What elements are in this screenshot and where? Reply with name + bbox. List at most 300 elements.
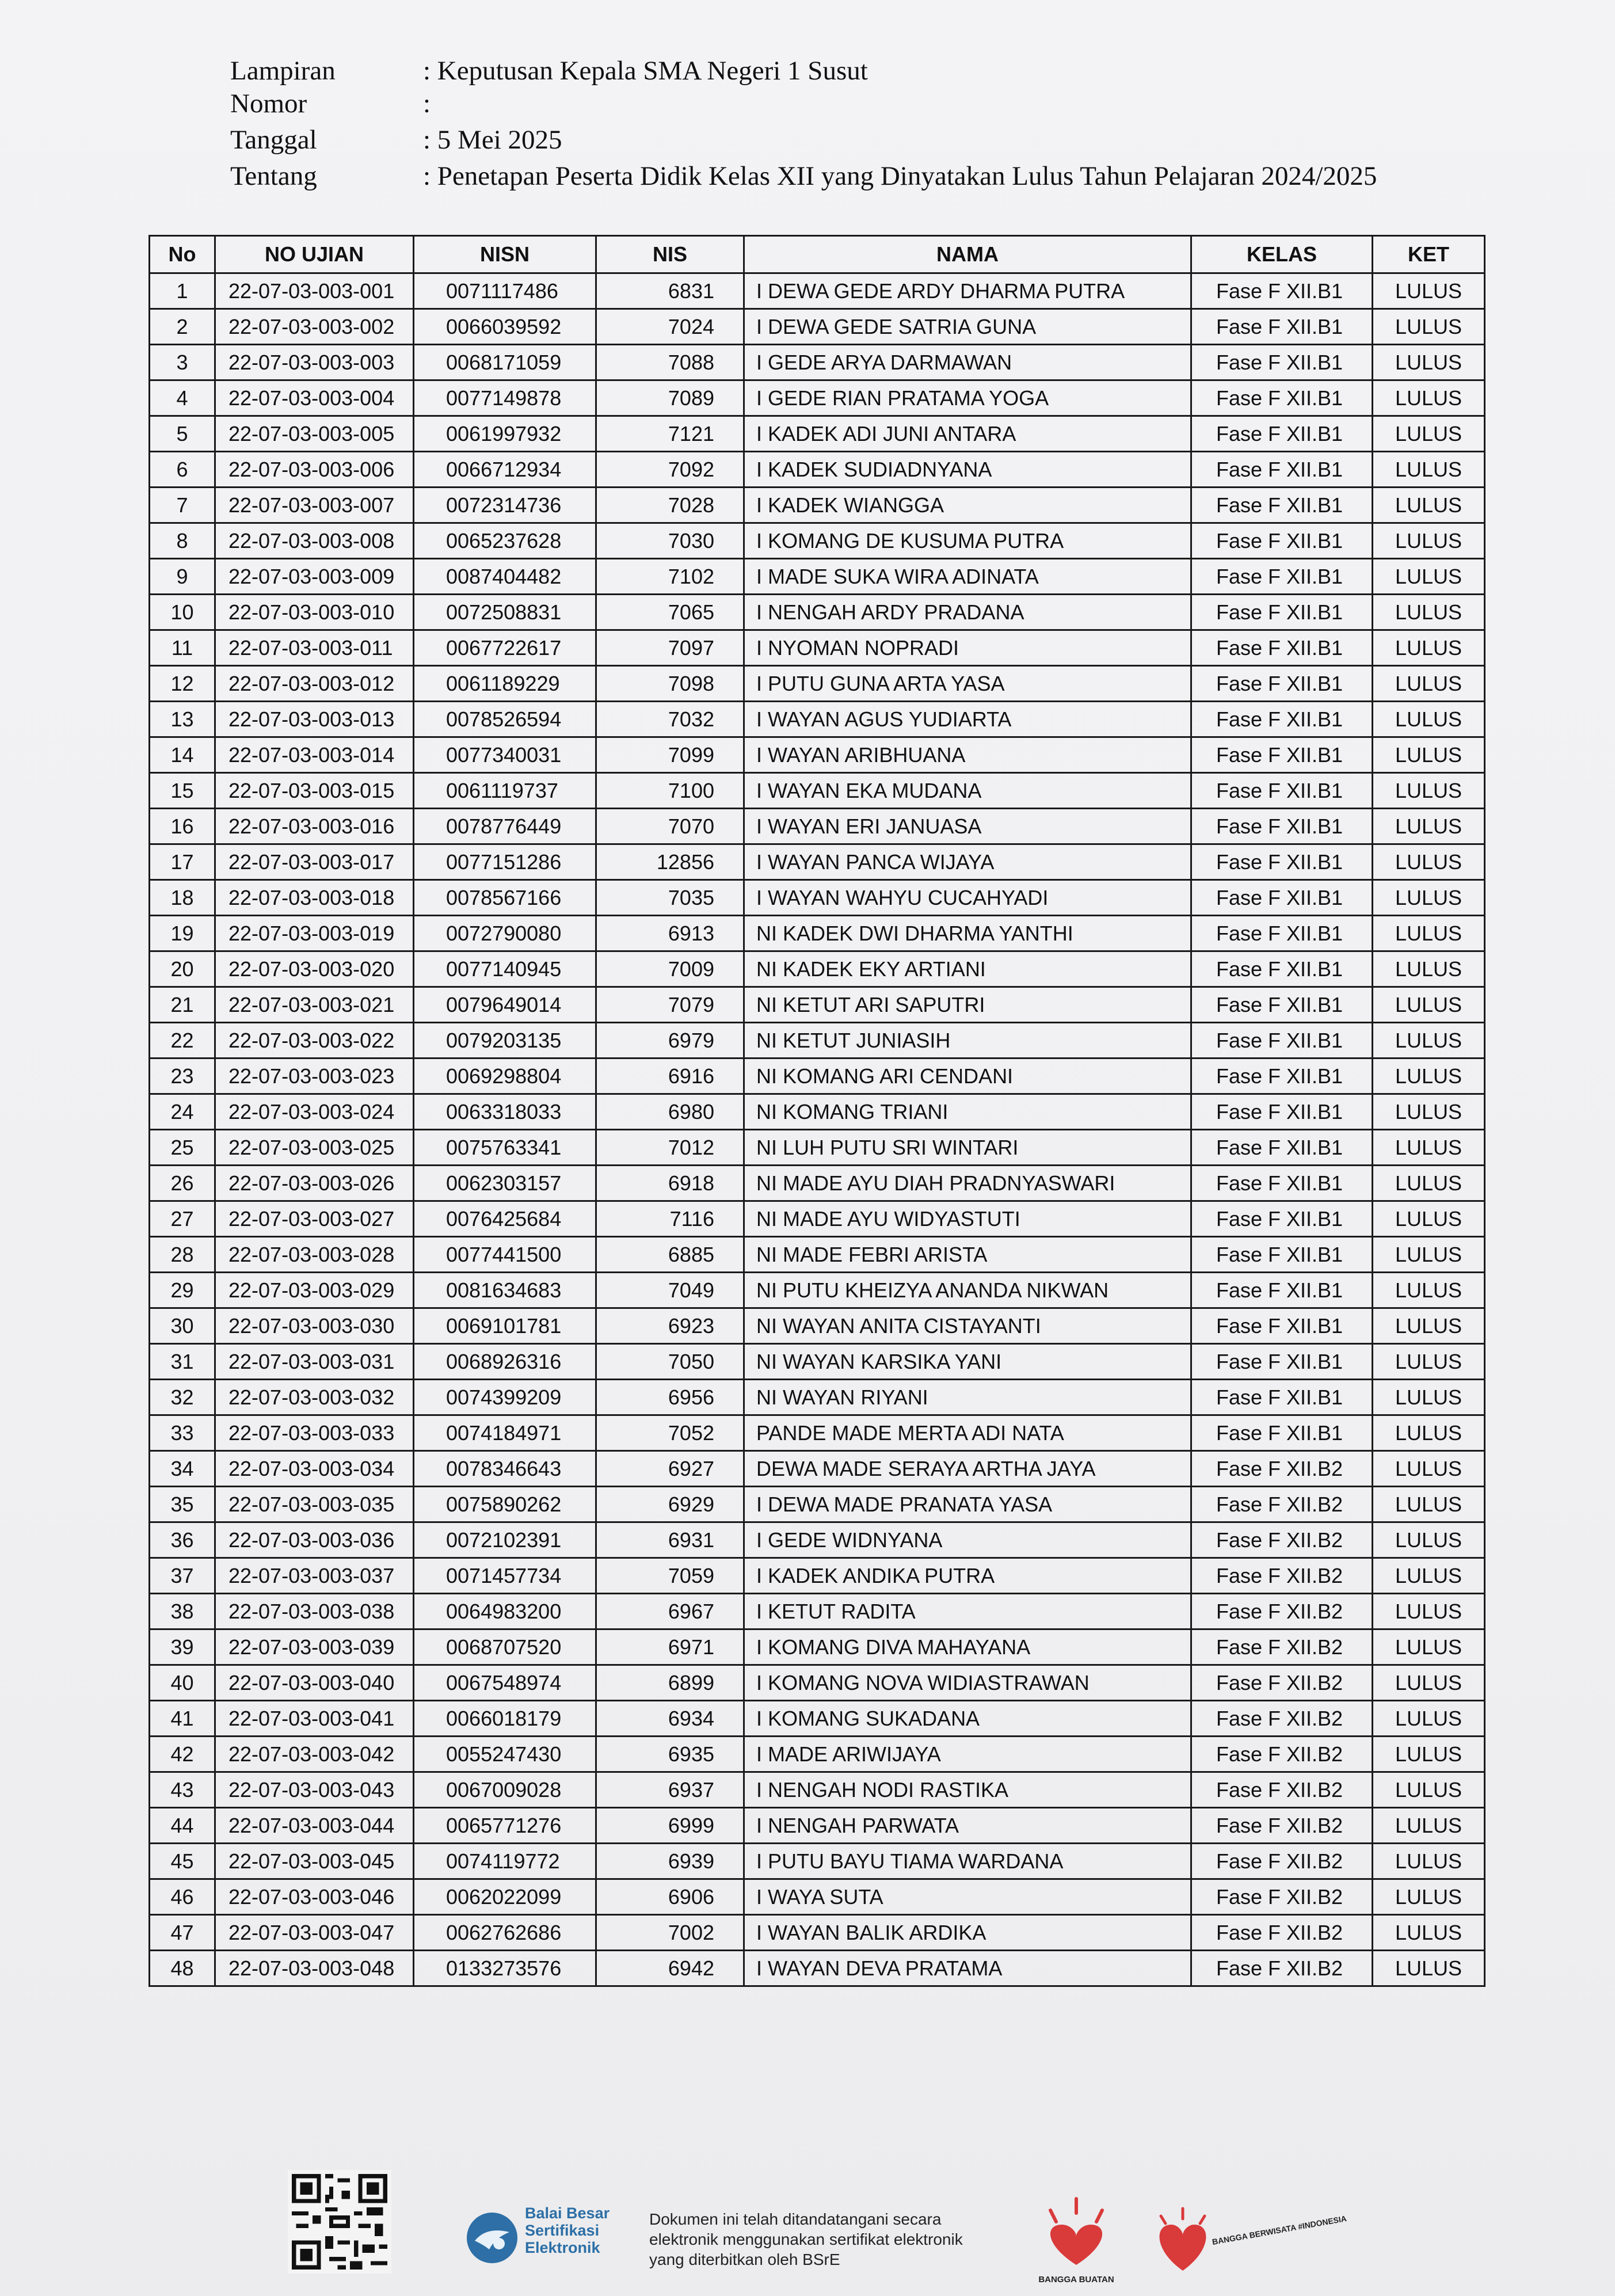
cell-nama: I WAYAN AGUS YUDIARTA — [744, 702, 1191, 737]
bangga-berwisata-label: BANGGA BERWISATA #INDONESIA — [1211, 2214, 1347, 2246]
cell-no: 10 — [150, 595, 215, 630]
cell-nis: 7050 — [596, 1344, 744, 1380]
cell-kelas: Fase F XII.B2 — [1191, 1844, 1373, 1879]
table-row — [150, 1844, 1485, 1879]
cell-nis: 7059 — [596, 1558, 744, 1594]
cell-kelas: Fase F XII.B1 — [1191, 345, 1373, 380]
cell-nama: I GEDE RIAN PRATAMA YOGA — [744, 380, 1191, 416]
tentang-value: : Penetapan Peserta Didik Kelas XII yang Dinyatakan Lulus Tahun Pelajaran 2024/2025 — [423, 161, 1377, 191]
cell-ket: LULUS — [1373, 345, 1485, 380]
cell-nisn: 0077149878 — [414, 380, 596, 416]
cell-nis: 7032 — [596, 702, 744, 737]
signature-line-2: elektronik menggunakan sertifikat elektronik — [649, 2230, 963, 2248]
cell-nama: NI KOMANG TRIANI — [744, 1094, 1191, 1130]
cell-no-ujian: 22-07-03-003-032 — [215, 1380, 414, 1415]
cell-nama: I NENGAH NODI RASTIKA — [744, 1772, 1191, 1808]
cell-no: 24 — [150, 1094, 215, 1130]
signature-line-3: yang diterbitkan oleh BSrE — [649, 2251, 840, 2268]
cell-no-ujian: 22-07-03-003-048 — [215, 1951, 414, 1986]
table-row — [150, 1380, 1485, 1415]
cell-no: 42 — [150, 1737, 215, 1772]
cell-no: 8 — [150, 523, 215, 559]
cell-nama: I KOMANG SUKADANA — [744, 1701, 1191, 1737]
cell-no: 1 — [150, 273, 215, 309]
cell-no-ujian: 22-07-03-003-034 — [215, 1451, 414, 1487]
cell-nis: 6923 — [596, 1308, 744, 1344]
cell-nama: NI MADE AYU WIDYASTUTI — [744, 1201, 1191, 1237]
cell-nis: 6942 — [596, 1951, 744, 1986]
cell-no: 45 — [150, 1844, 215, 1879]
cell-no: 18 — [150, 880, 215, 916]
cell-nisn: 0062022099 — [414, 1879, 596, 1915]
cell-ket: LULUS — [1373, 273, 1485, 309]
cell-nisn: 0078526594 — [414, 702, 596, 737]
cell-ket: LULUS — [1373, 1808, 1485, 1844]
table-row — [150, 1344, 1485, 1380]
cell-nama: I WAYAN BALIK ARDIKA — [744, 1915, 1191, 1951]
electronic-signature-notice — [649, 2209, 1023, 2270]
cell-no-ujian: 22-07-03-003-035 — [215, 1487, 414, 1522]
tanggal-value: : 5 Mei 2025 — [423, 125, 562, 155]
cell-nis: 6831 — [596, 273, 744, 309]
cell-nama: NI KETUT ARI SAPUTRI — [744, 987, 1191, 1023]
cell-nama: I WAYAN EKA MUDANA — [744, 773, 1191, 809]
cell-nis: 7102 — [596, 559, 744, 595]
cell-nama: I WAYA SUTA — [744, 1879, 1191, 1915]
cell-no: 46 — [150, 1879, 215, 1915]
bsre-line-2: Sertifikasi — [525, 2222, 600, 2239]
cell-nisn: 0078776449 — [414, 809, 596, 844]
cell-no-ujian: 22-07-03-003-024 — [215, 1094, 414, 1130]
table-row — [150, 1808, 1485, 1844]
cell-nis: 6885 — [596, 1237, 744, 1273]
cell-nis: 7121 — [596, 416, 744, 452]
nomor-row — [230, 86, 1468, 122]
table-row — [150, 880, 1485, 916]
bsre-logo-icon — [463, 2209, 521, 2267]
cell-nisn: 0079203135 — [414, 1023, 596, 1058]
cell-nama: NI KETUT JUNIASIH — [744, 1023, 1191, 1058]
bsre-label — [525, 2204, 634, 2256]
cell-kelas: Fase F XII.B1 — [1191, 488, 1373, 523]
cell-nisn: 0072508831 — [414, 595, 596, 630]
cell-nisn: 0069298804 — [414, 1058, 596, 1094]
cell-nama: NI KOMANG ARI CENDANI — [744, 1058, 1191, 1094]
nomor-value: : — [423, 89, 431, 119]
cell-kelas: Fase F XII.B1 — [1191, 1094, 1373, 1130]
cell-nisn: 0079649014 — [414, 987, 596, 1023]
cell-no-ujian: 22-07-03-003-043 — [215, 1772, 414, 1808]
cell-no-ujian: 22-07-03-003-017 — [215, 844, 414, 880]
tentang-row — [230, 158, 1468, 195]
cell-kelas: Fase F XII.B1 — [1191, 773, 1373, 809]
table-row — [150, 273, 1485, 309]
cell-kelas: Fase F XII.B1 — [1191, 595, 1373, 630]
cell-nisn: 0062303157 — [414, 1166, 596, 1201]
cell-kelas: Fase F XII.B1 — [1191, 737, 1373, 773]
cell-kelas: Fase F XII.B2 — [1191, 1737, 1373, 1772]
cell-nisn: 0072790080 — [414, 916, 596, 951]
cell-nis: 6913 — [596, 916, 744, 951]
cell-nis: 7092 — [596, 452, 744, 488]
cell-no-ujian: 22-07-03-003-033 — [215, 1415, 414, 1451]
cell-ket: LULUS — [1373, 1451, 1485, 1487]
signature-line-1: Dokumen ini telah ditandatangani secara — [649, 2210, 942, 2228]
cell-no-ujian: 22-07-03-003-028 — [215, 1237, 414, 1273]
cell-ket: LULUS — [1373, 1629, 1485, 1665]
cell-no-ujian: 22-07-03-003-039 — [215, 1629, 414, 1665]
table-row — [150, 630, 1485, 666]
cell-no-ujian: 22-07-03-003-020 — [215, 951, 414, 987]
cell-nis: 6906 — [596, 1879, 744, 1915]
cell-nama: I DEWA GEDE ARDY DHARMA PUTRA — [744, 273, 1191, 309]
cell-no-ujian: 22-07-03-003-012 — [215, 666, 414, 702]
cell-nis: 7009 — [596, 951, 744, 987]
cell-ket: LULUS — [1373, 380, 1485, 416]
tanggal-row — [230, 122, 1468, 158]
cell-no-ujian: 22-07-03-003-037 — [215, 1558, 414, 1594]
cell-ket: LULUS — [1373, 630, 1485, 666]
table-row — [150, 1130, 1485, 1166]
cell-no-ujian: 22-07-03-003-005 — [215, 416, 414, 452]
cell-nisn: 0074119772 — [414, 1844, 596, 1879]
cell-nama: I KOMANG NOVA WIDIASTRAWAN — [744, 1665, 1191, 1701]
cell-no: 41 — [150, 1701, 215, 1737]
table-row — [150, 702, 1485, 737]
cell-no: 26 — [150, 1166, 215, 1201]
cell-no: 31 — [150, 1344, 215, 1380]
cell-ket: LULUS — [1373, 1237, 1485, 1273]
cell-nis: 7024 — [596, 309, 744, 345]
cell-nis: 6971 — [596, 1629, 744, 1665]
cell-no-ujian: 22-07-03-003-044 — [215, 1808, 414, 1844]
cell-ket: LULUS — [1373, 1094, 1485, 1130]
cell-no: 33 — [150, 1415, 215, 1451]
cell-no: 6 — [150, 452, 215, 488]
cell-ket: LULUS — [1373, 1380, 1485, 1415]
table-row — [150, 1201, 1485, 1237]
cell-nis: 7052 — [596, 1415, 744, 1451]
cell-no: 28 — [150, 1237, 215, 1273]
document-header — [230, 53, 1468, 195]
table-row — [150, 809, 1485, 844]
cell-nis: 7065 — [596, 595, 744, 630]
column-header-nisn: NISN — [414, 236, 596, 273]
cell-nama: I PUTU BAYU TIAMA WARDANA — [744, 1844, 1191, 1879]
cell-nisn: 0063318033 — [414, 1094, 596, 1130]
cell-no-ujian: 22-07-03-003-003 — [215, 345, 414, 380]
table-row — [150, 1629, 1485, 1665]
cell-no-ujian: 22-07-03-003-006 — [215, 452, 414, 488]
table-row — [150, 345, 1485, 380]
cell-kelas: Fase F XII.B1 — [1191, 1130, 1373, 1166]
column-header-nis: NIS — [596, 236, 744, 273]
cell-ket: LULUS — [1373, 1665, 1485, 1701]
cell-nisn: 0066018179 — [414, 1701, 596, 1737]
cell-no: 14 — [150, 737, 215, 773]
cell-no-ujian: 22-07-03-003-011 — [215, 630, 414, 666]
cell-no-ujian: 22-07-03-003-004 — [215, 380, 414, 416]
cell-kelas: Fase F XII.B2 — [1191, 1915, 1373, 1951]
cell-nis: 6916 — [596, 1058, 744, 1094]
cell-nisn: 0061119737 — [414, 773, 596, 809]
cell-nama: NI KADEK EKY ARTIANI — [744, 951, 1191, 987]
cell-nis: 6999 — [596, 1808, 744, 1844]
cell-kelas: Fase F XII.B2 — [1191, 1701, 1373, 1737]
cell-kelas: Fase F XII.B1 — [1191, 273, 1373, 309]
cell-nama: NI WAYAN RIYANI — [744, 1380, 1191, 1415]
cell-ket: LULUS — [1373, 1844, 1485, 1879]
cell-nisn: 0067009028 — [414, 1772, 596, 1808]
cell-nisn: 0062762686 — [414, 1915, 596, 1951]
cell-no: 23 — [150, 1058, 215, 1094]
column-header-kelas: KELAS — [1191, 236, 1373, 273]
cell-no: 3 — [150, 345, 215, 380]
cell-no: 16 — [150, 809, 215, 844]
cell-ket: LULUS — [1373, 1737, 1485, 1772]
cell-nisn: 0069101781 — [414, 1308, 596, 1344]
cell-ket: LULUS — [1373, 1772, 1485, 1808]
cell-ket: LULUS — [1373, 1273, 1485, 1308]
table-row — [150, 1451, 1485, 1487]
cell-nisn: 0072102391 — [414, 1522, 596, 1558]
cell-no-ujian: 22-07-03-003-018 — [215, 880, 414, 916]
cell-no: 39 — [150, 1629, 215, 1665]
cell-nis: 7035 — [596, 880, 744, 916]
cell-nis: 7028 — [596, 488, 744, 523]
cell-no: 47 — [150, 1915, 215, 1951]
cell-ket: LULUS — [1373, 1879, 1485, 1915]
cell-kelas: Fase F XII.B1 — [1191, 559, 1373, 595]
cell-no: 48 — [150, 1951, 215, 1986]
cell-nis: 7100 — [596, 773, 744, 809]
cell-kelas: Fase F XII.B2 — [1191, 1951, 1373, 1986]
cell-nisn: 0077140945 — [414, 951, 596, 987]
table-header-row — [150, 236, 1485, 273]
table-row — [150, 595, 1485, 630]
cell-kelas: Fase F XII.B1 — [1191, 380, 1373, 416]
cell-kelas: Fase F XII.B1 — [1191, 1273, 1373, 1308]
cell-no-ujian: 22-07-03-003-038 — [215, 1594, 414, 1629]
cell-no: 25 — [150, 1130, 215, 1166]
cell-nis: 6979 — [596, 1023, 744, 1058]
cell-kelas: Fase F XII.B2 — [1191, 1487, 1373, 1522]
cell-nis: 6929 — [596, 1487, 744, 1522]
cell-nisn: 0068707520 — [414, 1629, 596, 1665]
cell-ket: LULUS — [1373, 916, 1485, 951]
cell-nisn: 0077441500 — [414, 1237, 596, 1273]
cell-no-ujian: 22-07-03-003-026 — [215, 1166, 414, 1201]
column-header-ket: KET — [1373, 236, 1485, 273]
cell-nama: NI MADE AYU DIAH PRADNYASWARI — [744, 1166, 1191, 1201]
cell-nama: I MADE SUKA WIRA ADINATA — [744, 559, 1191, 595]
table-row — [150, 916, 1485, 951]
cell-kelas: Fase F XII.B1 — [1191, 1380, 1373, 1415]
table-row — [150, 309, 1485, 345]
cell-kelas: Fase F XII.B1 — [1191, 630, 1373, 666]
lampiran-label: Lampiran — [230, 56, 336, 86]
cell-no: 19 — [150, 916, 215, 951]
cell-nama: PANDE MADE MERTA ADI NATA — [744, 1415, 1191, 1451]
cell-nama: NI MADE FEBRI ARISTA — [744, 1237, 1191, 1273]
cell-kelas: Fase F XII.B2 — [1191, 1772, 1373, 1808]
table-row — [150, 1915, 1485, 1951]
bangga-berwisata-indonesia-heart-icon — [1148, 2202, 1347, 2282]
cell-kelas: Fase F XII.B2 — [1191, 1558, 1373, 1594]
cell-nama: DEWA MADE SERAYA ARTHA JAYA — [744, 1451, 1191, 1487]
cell-ket: LULUS — [1373, 1023, 1485, 1058]
cell-no: 38 — [150, 1594, 215, 1629]
cell-nisn: 0061189229 — [414, 666, 596, 702]
cell-no: 17 — [150, 844, 215, 880]
table-row — [150, 380, 1485, 416]
cell-no: 2 — [150, 309, 215, 345]
cell-nisn: 0055247430 — [414, 1737, 596, 1772]
cell-kelas: Fase F XII.B1 — [1191, 1023, 1373, 1058]
cell-kelas: Fase F XII.B1 — [1191, 916, 1373, 951]
cell-nama: I WAYAN WAHYU CUCAHYADI — [744, 880, 1191, 916]
cell-nis: 7079 — [596, 987, 744, 1023]
cell-nis: 12856 — [596, 844, 744, 880]
cell-no: 30 — [150, 1308, 215, 1344]
cell-nisn: 0066039592 — [414, 309, 596, 345]
cell-nisn: 0068926316 — [414, 1344, 596, 1380]
cell-nama: I PUTU GUNA ARTA YASA — [744, 666, 1191, 702]
cell-kelas: Fase F XII.B1 — [1191, 523, 1373, 559]
column-header-no: No — [150, 236, 215, 273]
cell-nisn: 0067548974 — [414, 1665, 596, 1701]
cell-no-ujian: 22-07-03-003-042 — [215, 1737, 414, 1772]
cell-no-ujian: 22-07-03-003-036 — [215, 1522, 414, 1558]
cell-nisn: 0077151286 — [414, 844, 596, 880]
cell-nisn: 0071457734 — [414, 1558, 596, 1594]
cell-nisn: 0075890262 — [414, 1487, 596, 1522]
cell-kelas: Fase F XII.B2 — [1191, 1594, 1373, 1629]
cell-ket: LULUS — [1373, 416, 1485, 452]
cell-kelas: Fase F XII.B1 — [1191, 1344, 1373, 1380]
cell-no: 22 — [150, 1023, 215, 1058]
cell-no-ujian: 22-07-03-003-040 — [215, 1665, 414, 1701]
cell-ket: LULUS — [1373, 1415, 1485, 1451]
cell-no-ujian: 22-07-03-003-001 — [215, 273, 414, 309]
cell-nis: 7089 — [596, 380, 744, 416]
cell-ket: LULUS — [1373, 1201, 1485, 1237]
cell-ket: LULUS — [1373, 1522, 1485, 1558]
cell-nis: 7030 — [596, 523, 744, 559]
cell-no: 11 — [150, 630, 215, 666]
cell-nisn: 0071117486 — [414, 273, 596, 309]
cell-no: 43 — [150, 1772, 215, 1808]
cell-nis: 6899 — [596, 1665, 744, 1701]
lampiran-value: : Keputusan Kepala SMA Negeri 1 Susut — [423, 56, 868, 86]
cell-nis: 6967 — [596, 1594, 744, 1629]
cell-kelas: Fase F XII.B1 — [1191, 452, 1373, 488]
cell-nama: I KOMANG DIVA MAHAYANA — [744, 1629, 1191, 1665]
cell-no-ujian: 22-07-03-003-031 — [215, 1344, 414, 1380]
cell-no-ujian: 22-07-03-003-025 — [215, 1130, 414, 1166]
cell-nama: I KETUT RADITA — [744, 1594, 1191, 1629]
cell-kelas: Fase F XII.B1 — [1191, 702, 1373, 737]
cell-ket: LULUS — [1373, 488, 1485, 523]
cell-nis: 6937 — [596, 1772, 744, 1808]
cell-no-ujian: 22-07-03-003-016 — [215, 809, 414, 844]
cell-kelas: Fase F XII.B1 — [1191, 880, 1373, 916]
table-row — [150, 773, 1485, 809]
cell-ket: LULUS — [1373, 1915, 1485, 1951]
cell-nama: I WAYAN DEVA PRATAMA — [744, 1951, 1191, 1986]
cell-nis: 7098 — [596, 666, 744, 702]
table-row — [150, 1665, 1485, 1701]
cell-nama: I KADEK SUDIADNYANA — [744, 452, 1191, 488]
cell-ket: LULUS — [1373, 1951, 1485, 1986]
table-row — [150, 951, 1485, 987]
cell-kelas: Fase F XII.B2 — [1191, 1879, 1373, 1915]
cell-no-ujian: 22-07-03-003-027 — [215, 1201, 414, 1237]
cell-kelas: Fase F XII.B1 — [1191, 844, 1373, 880]
cell-no-ujian: 22-07-03-003-041 — [215, 1701, 414, 1737]
cell-kelas: Fase F XII.B1 — [1191, 1058, 1373, 1094]
table-row — [150, 416, 1485, 452]
cell-no: 37 — [150, 1558, 215, 1594]
cell-nama: I WAYAN PANCA WIJAYA — [744, 844, 1191, 880]
cell-ket: LULUS — [1373, 702, 1485, 737]
cell-nisn: 0075763341 — [414, 1130, 596, 1166]
table-row — [150, 1308, 1485, 1344]
cell-no-ujian: 22-07-03-003-023 — [215, 1058, 414, 1094]
table-row — [150, 666, 1485, 702]
nomor-label: Nomor — [230, 89, 307, 119]
cell-ket: LULUS — [1373, 951, 1485, 987]
cell-ket: LULUS — [1373, 523, 1485, 559]
cell-nis: 7088 — [596, 345, 744, 380]
table-row — [150, 1701, 1485, 1737]
table-row — [150, 1023, 1485, 1058]
cell-ket: LULUS — [1373, 1701, 1485, 1737]
table-row — [150, 1415, 1485, 1451]
cell-nama: I NYOMAN NOPRADI — [744, 630, 1191, 666]
cell-kelas: Fase F XII.B1 — [1191, 951, 1373, 987]
cell-nama: I WAYAN ARIBHUANA — [744, 737, 1191, 773]
cell-nisn: 0077340031 — [414, 737, 596, 773]
cell-nisn: 0067722617 — [414, 630, 596, 666]
cell-kelas: Fase F XII.B1 — [1191, 666, 1373, 702]
cell-no-ujian: 22-07-03-003-014 — [215, 737, 414, 773]
cell-nis: 7049 — [596, 1273, 744, 1308]
table-row — [150, 1487, 1485, 1522]
cell-kelas: Fase F XII.B1 — [1191, 1415, 1373, 1451]
cell-nis: 7097 — [596, 630, 744, 666]
cell-ket: LULUS — [1373, 1344, 1485, 1380]
cell-nama: I KADEK WIANGGA — [744, 488, 1191, 523]
cell-no: 4 — [150, 380, 215, 416]
graduation-table — [148, 235, 1486, 1987]
cell-nis: 6935 — [596, 1737, 744, 1772]
cell-nama: NI KADEK DWI DHARMA YANTHI — [744, 916, 1191, 951]
cell-no: 44 — [150, 1808, 215, 1844]
cell-kelas: Fase F XII.B1 — [1191, 1237, 1373, 1273]
cell-ket: LULUS — [1373, 1166, 1485, 1201]
bangga-buatan-label: BANGGA BUATAN — [1038, 2275, 1114, 2284]
cell-no: 20 — [150, 951, 215, 987]
cell-nisn: 0072314736 — [414, 488, 596, 523]
cell-nisn: 0064983200 — [414, 1594, 596, 1629]
cell-ket: LULUS — [1373, 1058, 1485, 1094]
cell-nisn: 0068171059 — [414, 345, 596, 380]
cell-nis: 7012 — [596, 1130, 744, 1166]
cell-no: 7 — [150, 488, 215, 523]
table-row — [150, 737, 1485, 773]
cell-no-ujian: 22-07-03-003-046 — [215, 1879, 414, 1915]
